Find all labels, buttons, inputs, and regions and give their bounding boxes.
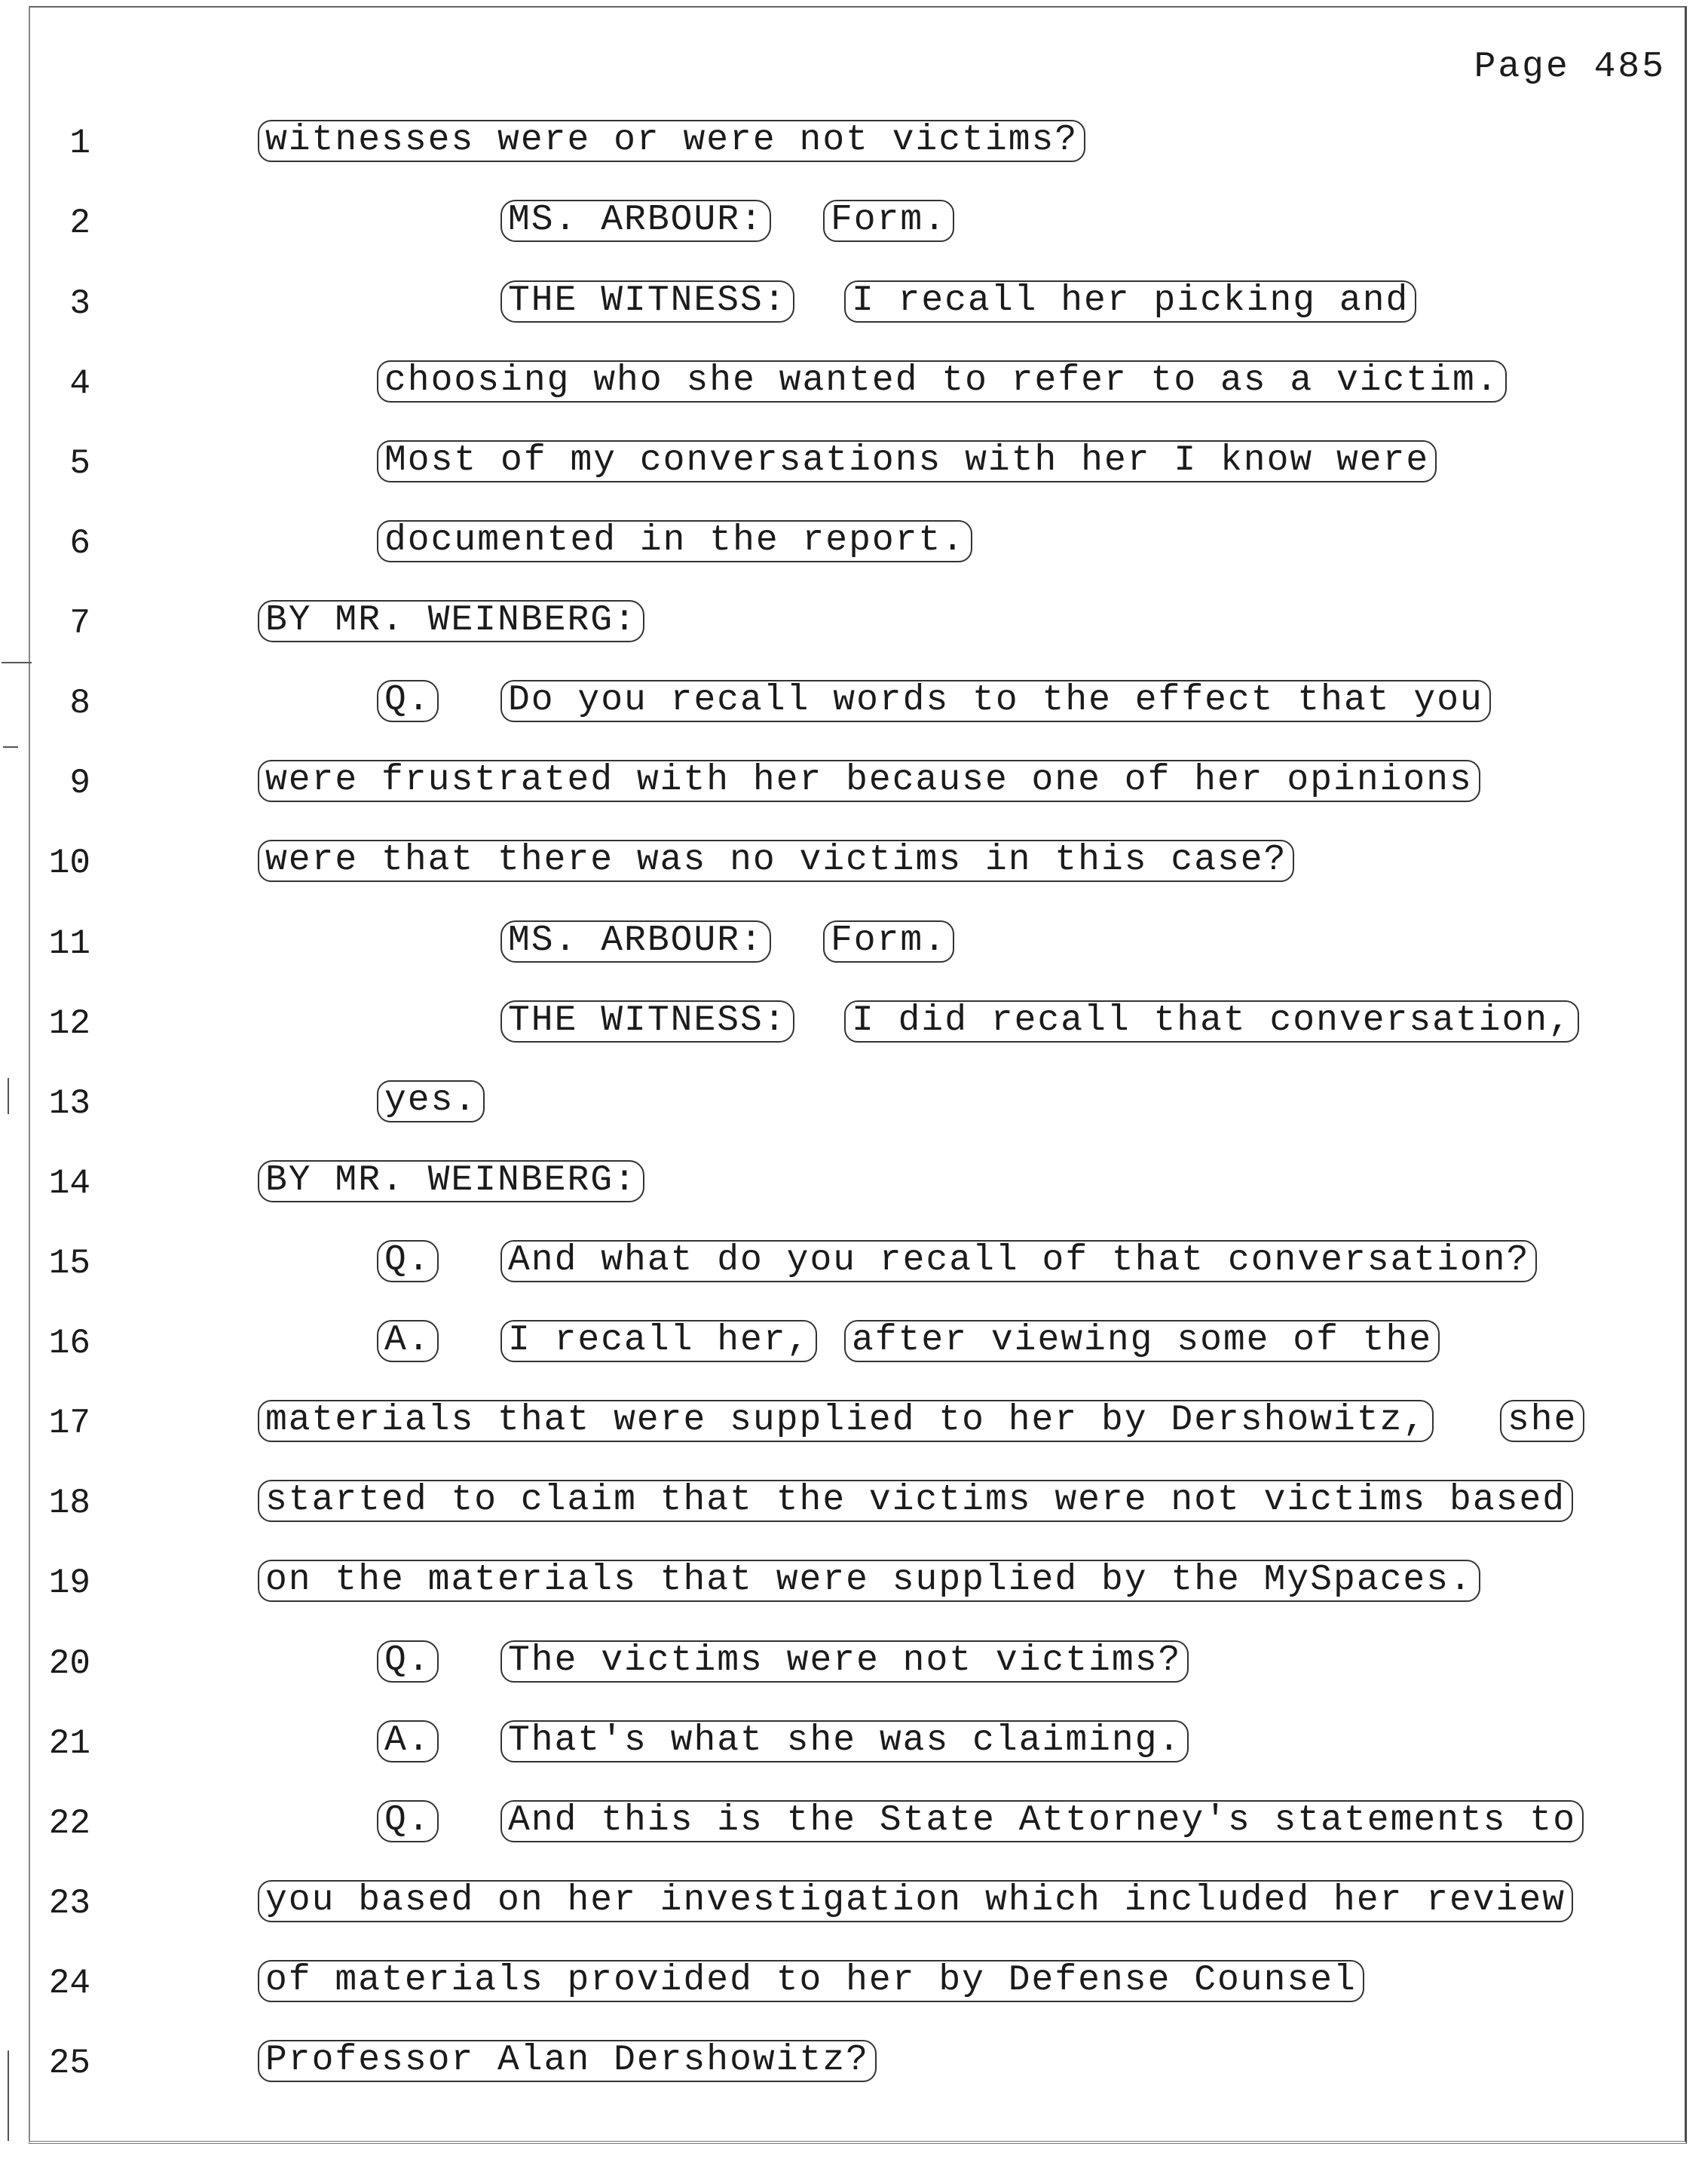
transcript-line-4 <box>0 345 1708 425</box>
transcript-line-7 <box>0 585 1708 665</box>
phrase: Most of my conversations with her I know were <box>377 440 1437 482</box>
phrase: you based on her investigation which included her review <box>258 1880 1573 1922</box>
transcript-line-22 <box>0 1785 1708 1865</box>
transcript-line-15 <box>0 1225 1708 1305</box>
transcript-line-8 <box>0 665 1708 745</box>
line-number: 9 <box>69 764 90 803</box>
question-marker: Q. <box>377 1240 439 1282</box>
line-number: 14 <box>48 1164 90 1203</box>
line-number: 25 <box>48 2044 90 2083</box>
line-number: 10 <box>48 844 90 883</box>
line-number: 19 <box>48 1563 90 1603</box>
phrase: Form. <box>823 200 954 242</box>
phrase: choosing who she wanted to refer to as a victim. <box>377 360 1507 403</box>
transcript-line-21 <box>0 1705 1708 1785</box>
line-number: 11 <box>48 924 90 963</box>
phrase: Professor Alan Dershowitz? <box>258 2040 877 2082</box>
line-number: 16 <box>48 1324 90 1363</box>
line-number: 13 <box>48 1084 90 1123</box>
line-number: 4 <box>69 364 90 403</box>
transcript-line-6 <box>0 505 1708 585</box>
page-number: Page 485 <box>1474 47 1666 87</box>
examiner-label: BY MR. WEINBERG: <box>258 1160 644 1202</box>
phrase: after viewing some of the <box>844 1320 1440 1362</box>
line-number: 2 <box>69 204 90 243</box>
phrase: on the materials that were supplied by the MySpaces. <box>258 1560 1480 1602</box>
phrase: documented in the report. <box>377 520 972 562</box>
transcript-line-19 <box>0 1545 1708 1625</box>
examiner-label: BY MR. WEINBERG: <box>258 600 644 642</box>
answer-marker: A. <box>377 1720 439 1762</box>
line-number: 22 <box>48 1804 90 1843</box>
line-number: 23 <box>48 1884 90 1923</box>
phrase: were that there was no victims in this case? <box>258 840 1294 882</box>
line-number: 1 <box>69 124 90 163</box>
transcript-line-17 <box>0 1385 1708 1465</box>
transcript-line-3 <box>0 265 1708 345</box>
speaker-label: MS. ARBOUR: <box>500 200 771 242</box>
speaker-label: THE WITNESS: <box>500 280 794 323</box>
phrase: I recall her, <box>500 1320 817 1362</box>
phrase: And what do you recall of that conversation? <box>500 1240 1537 1282</box>
transcript-line-10 <box>0 825 1708 905</box>
answer-marker: A. <box>377 1320 439 1362</box>
phrase: The victims were not victims? <box>500 1640 1189 1683</box>
speaker-label: MS. ARBOUR: <box>500 920 771 963</box>
line-number: 20 <box>48 1644 90 1683</box>
phrase: yes. <box>377 1080 485 1122</box>
phrase: Do you recall words to the effect that you <box>500 680 1491 722</box>
line-number: 7 <box>69 604 90 643</box>
transcript-line-2 <box>0 185 1708 265</box>
line-number: 8 <box>69 684 90 723</box>
phrase: were frustrated with her because one of her opinions <box>258 760 1480 802</box>
transcript-line-18 <box>0 1465 1708 1545</box>
line-number: 12 <box>48 1004 90 1043</box>
phrase: started to claim that the victims were not victims based <box>258 1480 1573 1522</box>
question-marker: Q. <box>377 680 439 722</box>
line-number: 21 <box>48 1724 90 1763</box>
speaker-label: THE WITNESS: <box>500 1000 794 1043</box>
transcript-line-1 <box>0 105 1708 185</box>
phrase: I recall her picking and <box>844 280 1416 323</box>
phrase: That's what she was claiming. <box>500 1720 1189 1762</box>
transcript-line-14 <box>0 1145 1708 1225</box>
phrase: materials that were supplied to her by Dershowitz, <box>258 1400 1434 1442</box>
phrase: And this is the State Attorney's statements to <box>500 1800 1584 1842</box>
transcript-line-16 <box>0 1305 1708 1385</box>
line-number: 24 <box>48 1964 90 2003</box>
line-number: 17 <box>48 1404 90 1443</box>
line-number: 3 <box>69 284 90 323</box>
line-number: 18 <box>48 1484 90 1523</box>
transcript-line-20 <box>0 1625 1708 1705</box>
line-number: 5 <box>69 444 90 483</box>
phrase: Form. <box>823 920 954 963</box>
question-marker: Q. <box>377 1800 439 1842</box>
phrase: she <box>1500 1400 1584 1442</box>
question-marker: Q. <box>377 1640 439 1683</box>
transcript-line-12 <box>0 985 1708 1065</box>
transcript-line-23 <box>0 1865 1708 1945</box>
phrase: I did recall that conversation, <box>844 1000 1579 1043</box>
transcript-line-9 <box>0 745 1708 825</box>
transcript-line-25 <box>0 2025 1708 2105</box>
line-number: 6 <box>69 524 90 563</box>
transcript-line-24 <box>0 1945 1708 2025</box>
phrase: witnesses were or were not victims? <box>258 120 1085 162</box>
transcript-line-11 <box>0 905 1708 985</box>
phrase: of materials provided to her by Defense Counsel <box>258 1960 1364 2002</box>
transcript-line-5 <box>0 425 1708 505</box>
line-number: 15 <box>48 1244 90 1283</box>
transcript-line-13 <box>0 1065 1708 1145</box>
